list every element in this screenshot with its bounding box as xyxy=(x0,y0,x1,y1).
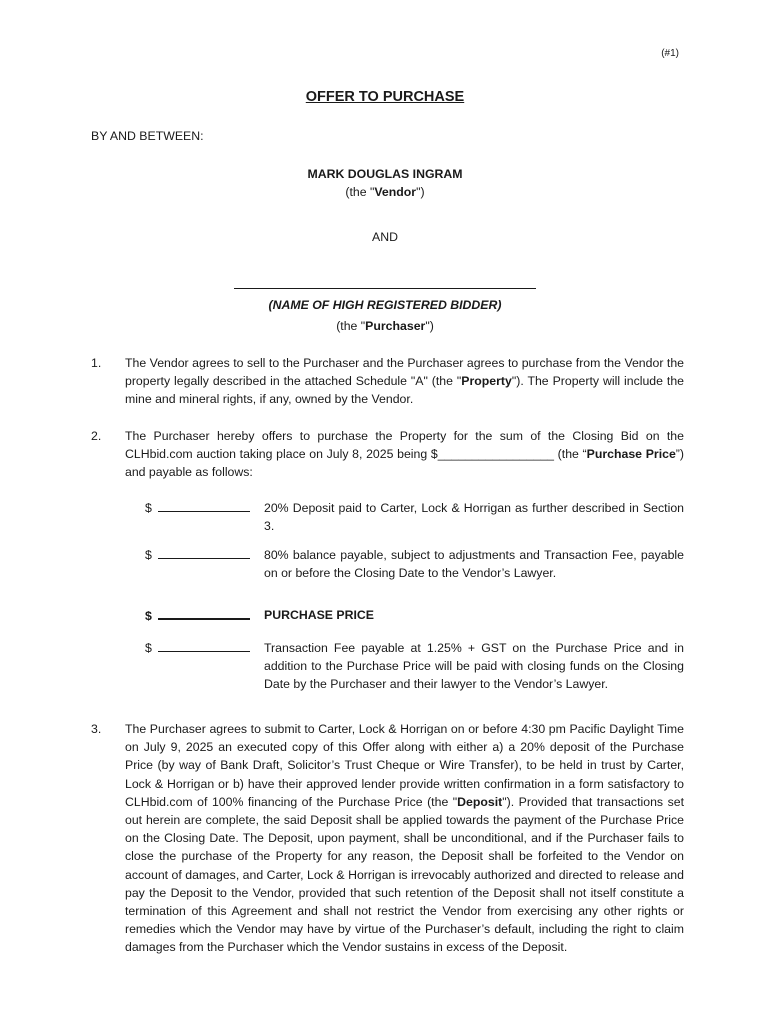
amount-blank-line xyxy=(158,546,250,559)
amount-blank-line xyxy=(158,499,250,512)
section-3-text: The Purchaser agrees to submit to Carter, Lock & Horrigan on or before 4:30 pm Pacific Daylight Time on July 9, 2025 an executed copy of this Offer along with either a) a 20% deposit of the Purchase Price (by way of Bank Draft, Solicitor’s Trust Cheque or Wire Transfer), to be held in trust by Carter, Lock & Horrigan or b) have their approved lender provide written confirmation in a form satisfactory to CLHbid.com of 100% financing of the Purchase Price (the "Deposit"). Provided that transactions set out herein are complete, the said Deposit shall be applied towards the payment of the Purchase Price on the Closing Date. The Deposit, upon payment, shall be unconditional, and if the Purchaser fails to close the purchase of the Property for any reason, the Deposit shall be forfeited to the Vendor on account of damages, and Carter, Lock & Horrigan is irrevocably authorized and directed to release and pay the Deposit to the Vendor, provided that such retention of the Deposit shall not itself constitute a termination of this Agreement and shall not restrict the Vendor from exercising any other rights or remedies which the Vendor may have by virtue of the Purchaser’s default, including the right to claim damages from the Purchaser which the Vendor sustains in excess of the Deposit. xyxy=(125,722,684,955)
payment-item-symbol: $ xyxy=(145,546,250,564)
payment-item-symbol: $ xyxy=(145,499,250,517)
page-number: (#1) xyxy=(661,48,679,59)
and-separator: AND xyxy=(372,230,398,244)
section-2-text: The Purchaser hereby offers to purchase the Property for the sum of the Closing Bid on the CLHbid.com auction taking place on July 8, 2025 being $_________________ (the “Purchase Price”) and payable as follows: xyxy=(125,429,684,480)
deposit-payment-description: 20% Deposit paid to Carter, Lock & Horrigan as further described in Section 3. xyxy=(264,501,684,534)
by-and-between-heading: BY AND BETWEEN: xyxy=(91,129,204,143)
document-title: OFFER TO PURCHASE xyxy=(305,89,465,105)
section-1-number: 1. xyxy=(91,356,102,370)
bidder-name-blank-line xyxy=(234,288,536,289)
section-2-number: 2. xyxy=(91,429,102,443)
amount-blank-line xyxy=(158,639,250,652)
transaction-fee-description: Transaction Fee payable at 1.25% + GST on the Purchase Price and in addition to the Purchase Price will be paid with closing funds on the Closing Date by the Purchaser and their lawyer to the Vendor’s Lawyer. xyxy=(264,641,684,692)
bidder-name-placeholder: (NAME OF HIGH REGISTERED BIDDER) xyxy=(268,298,502,312)
vendor-name: MARK DOUGLAS INGRAM xyxy=(307,167,463,181)
vendor-role: (the "Vendor") xyxy=(345,185,425,199)
purchase-price-label: PURCHASE PRICE xyxy=(264,608,375,622)
section-1-text: The Vendor agrees to sell to the Purchaser and the Purchaser agrees to purchase from the Vendor the property legally described in the attached Schedule "A" (the "Property"). The Property will include the mine and mineral rights, if any, owned by the Vendor. xyxy=(125,356,684,407)
section-3-number: 3. xyxy=(91,722,102,736)
balance-payment-description: 80% balance payable, subject to adjustments and Transaction Fee, payable on or before the Closing Date to the Vendor’s Lawyer. xyxy=(264,548,684,581)
amount-blank-line xyxy=(158,606,250,620)
purchaser-role: (the "Purchaser") xyxy=(336,319,434,333)
payment-item-symbol: $ xyxy=(145,606,250,625)
payment-item-symbol: $ xyxy=(145,639,250,657)
